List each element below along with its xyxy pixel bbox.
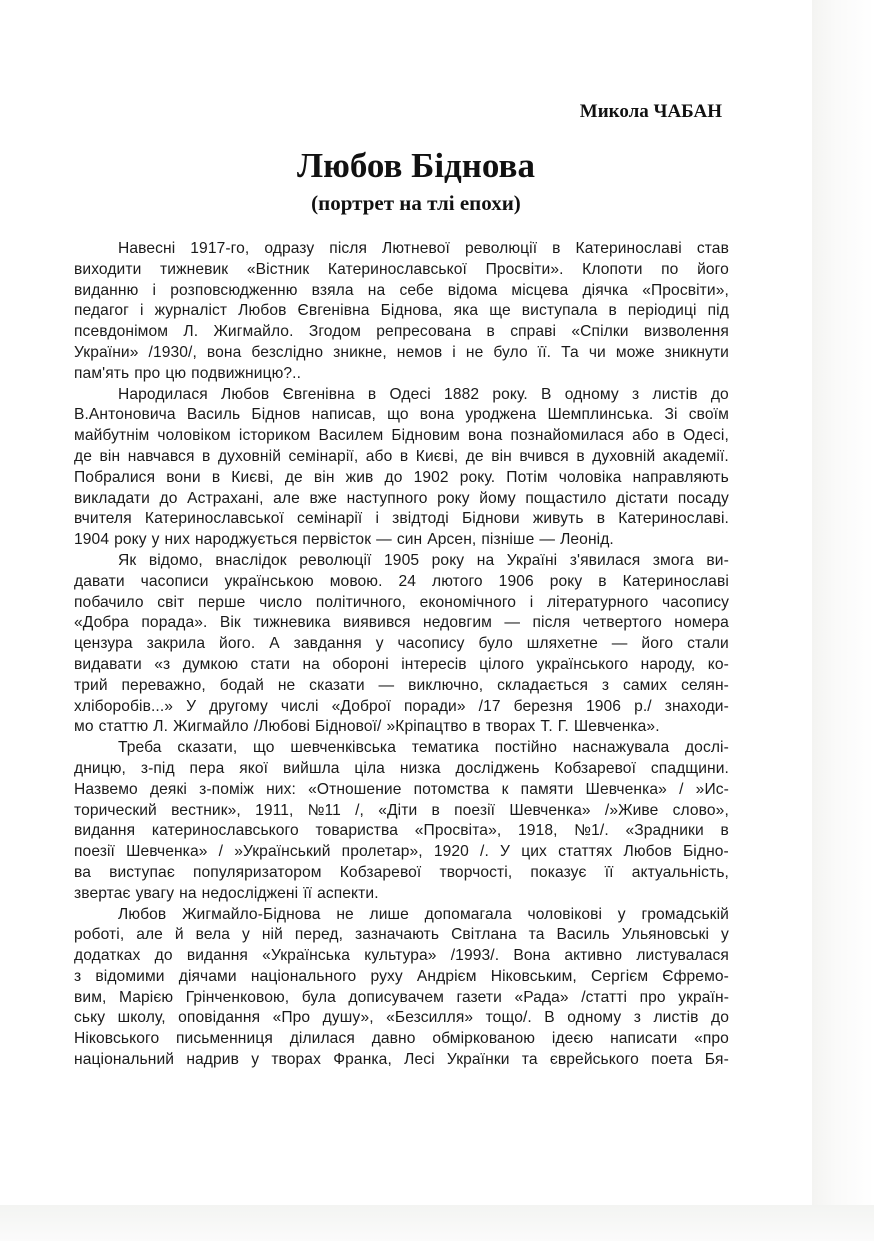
body-line: звертає увагу на недосліджені її аспекти. bbox=[74, 884, 379, 902]
article-subtitle: (портрет на тлі епохи) bbox=[311, 191, 521, 215]
body-line: дницю, з-під пера якої вийшла ціла низка досліджень Кобзаревої спадщини. bbox=[74, 759, 729, 777]
body-line: виданню і розповсюдженню взяла на себе відома місцева діячка «Просвіти», bbox=[74, 281, 729, 299]
body-line: поезії Шевченка» / »Український пролетар», 1920 /. У цих статтях Любов Бідно- bbox=[74, 843, 729, 861]
body-line: Народилася Любов Євгенівна в Одесі 1882 року. В одному з листів до bbox=[118, 385, 729, 403]
body-line: вчителя Катеринославської семінарії і звідтоді Біднови живуть в Катеринославі. bbox=[74, 510, 729, 528]
body-line: «Добра порада». Вік тижневика виявився недовгим — після четвертого номера bbox=[74, 614, 729, 632]
body-line: видавати «з думкою стати на обороні інтересів цілого українського народу, ко- bbox=[74, 655, 729, 673]
body-line: псевдонімом Л. Жигмайло. Згодом репресована в справі «Спілки визволення bbox=[74, 323, 729, 341]
body-line: викладати до Астрахані, але вже наступного року йому пощастило дістати посаду bbox=[74, 489, 729, 507]
author-name: Микола ЧАБАН bbox=[579, 101, 722, 122]
body-line: додатках до видання «Українська культура» /1993/. Вона активно листувалася bbox=[74, 947, 729, 965]
body-line: В.Антоновича Василь Біднов написав, що вона уроджена Шемплинська. Зі своїм bbox=[74, 406, 729, 424]
body-line: з відомими діячами національного руху Андрієм Ніковським, Сергієм Єфремо- bbox=[74, 967, 729, 985]
body-line: роботі, але й вела у ній перед, зазначають Світлана та Василь Ульяновські у bbox=[74, 926, 729, 944]
page-edge-shadow-bottom bbox=[0, 1205, 874, 1241]
body-line: Любов Жигмайло-Біднова не лише допомагала чоловікові у громадській bbox=[118, 905, 729, 923]
body-line: ва виступає популяризатором Кобзаревої творчості, показує її актуальність, bbox=[74, 863, 729, 881]
body-line: де він навчався в духовній семінарії, або в Києві, де він вчився в духовній академії. bbox=[74, 447, 729, 465]
body-line: Назвемо деякі з-поміж них: «Отношение потомства к памяти Шевченка» / »Ис- bbox=[74, 780, 729, 798]
body-line: хліборобів...» У другому числі «Доброї поради» /17 березня 1906 р./ знаходи- bbox=[74, 697, 729, 715]
body-line: Як відомо, внаслідок революції 1905 року на Україні з'явилася змога ви- bbox=[118, 551, 729, 569]
body-line: трий переважно, бодай не сказати — виключно, складається з самих селян- bbox=[74, 676, 729, 694]
body-line: вим, Марією Грінченковою, була дописувачем газети «Рада» /статті про україн- bbox=[74, 988, 729, 1006]
body-line: національний надрив у творах Франка, Лесі Українки та єврейського поета Бя- bbox=[74, 1051, 729, 1069]
article-title: Любов Біднова bbox=[297, 146, 535, 185]
body-line: побачило світ перше число політичного, економічного і літературного часопису bbox=[74, 593, 729, 611]
body-line: цензура закрила його. А завдання у часопису було шляхетне — його стали bbox=[74, 635, 729, 653]
body-line: видання катеринославського товариства «Просвіта», 1918, №1/. «Зрадники в bbox=[74, 822, 729, 840]
body-line: України» /1930/, вона безслідно зникне, немов і не було її. Та чи може зникнути bbox=[74, 343, 729, 361]
body-line: пам'ять про цю подвижницю?.. bbox=[74, 364, 302, 382]
body-line: Ніковського письменниця ділилася давно обміркованою ідеєю написати «про bbox=[74, 1030, 729, 1048]
article-body bbox=[74, 239, 729, 1071]
body-line: торический вестник», 1911, №11 /, «Діти в поезії Шевченка» /»Живе слово», bbox=[74, 801, 729, 819]
page-edge-shadow-right bbox=[812, 0, 874, 1241]
body-line: ську школу, оповідання «Про душу», «Безсилля» тощо/. В одному з листів до bbox=[74, 1009, 729, 1027]
body-line: Побралися вони в Києві, де він жив до 1902 року. Потім чоловіка направляють bbox=[74, 468, 729, 486]
body-line: 1904 року у них народжується первісток — син Арсен, пізніше — Леонід. bbox=[74, 531, 614, 549]
body-line: Навесні 1917-го, одразу після Лютневої революції в Катеринославі став bbox=[118, 240, 729, 257]
body-line: майбутнім чоловіком істориком Василем Бідновим вона познайомилася або в Одесі, bbox=[74, 427, 729, 445]
body-line: Треба сказати, що шевченківська тематика постійно наснажувала дослі- bbox=[118, 739, 729, 757]
body-line: педагог і журналіст Любов Євгенівна Біднова, яка ще виступала в періодиці під bbox=[74, 302, 729, 320]
body-line: мо статтю Л. Жигмайло /Любові Біднової/ »Кріпацтво в творах Т. Г. Шевченка». bbox=[74, 718, 660, 736]
body-line: виходити тижневик «Вістник Катеринославської Просвіти». Клопоти по його bbox=[74, 260, 729, 278]
body-line: давати часописи українською мовою. 24 лютого 1906 року в Катеринославі bbox=[74, 572, 729, 590]
